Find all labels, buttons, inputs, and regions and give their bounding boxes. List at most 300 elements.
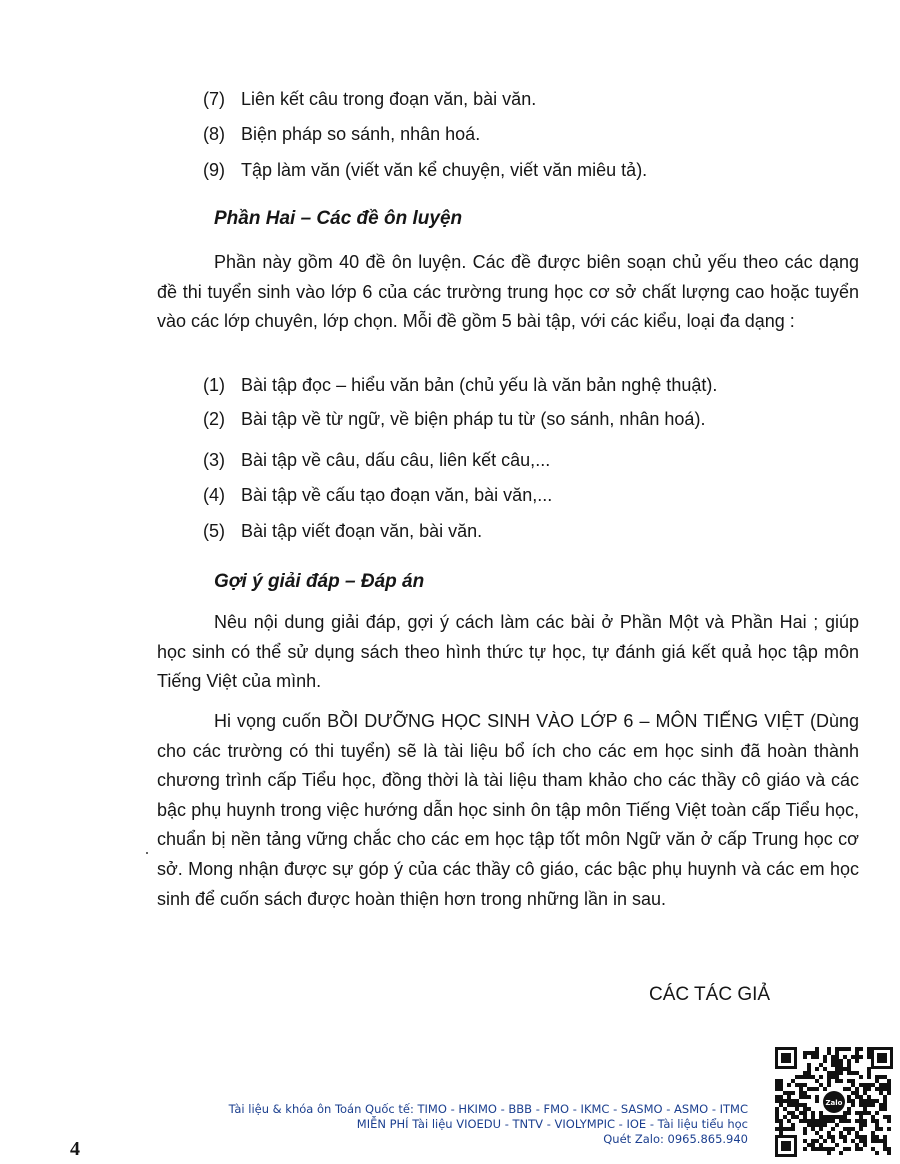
qr-module bbox=[883, 1099, 887, 1103]
qr-module bbox=[807, 1107, 811, 1111]
qr-module bbox=[863, 1103, 867, 1107]
qr-module bbox=[835, 1059, 839, 1063]
qr-module bbox=[815, 1147, 819, 1151]
qr-finder-bottom-left bbox=[775, 1135, 797, 1157]
qr-module bbox=[875, 1151, 879, 1155]
qr-module bbox=[851, 1099, 855, 1103]
footer-line-2: MIỄN PHÍ Tài liệu VIOEDU - TNTV - VIOLYMPIC - IOE - Tài liệu tiểu học bbox=[356, 1117, 748, 1131]
paragraph-answers: Nêu nội dung giải đáp, gợi ý cách làm các bài ở Phần Một và Phần Hai ; giúp học sinh có thể sử dụng sách theo hình thức tự học, tự đánh giá kết quả học tập môn Tiếng Việt của mình. bbox=[157, 612, 859, 692]
qr-module bbox=[835, 1051, 839, 1055]
qr-module bbox=[855, 1095, 859, 1099]
qr-module bbox=[879, 1139, 883, 1143]
qr-module bbox=[819, 1135, 823, 1139]
qr-module bbox=[883, 1107, 887, 1111]
qr-module bbox=[851, 1083, 855, 1087]
qr-module bbox=[887, 1147, 891, 1151]
qr-module bbox=[855, 1147, 859, 1151]
qr-module bbox=[851, 1071, 855, 1075]
qr-module bbox=[815, 1131, 819, 1135]
qr-module bbox=[795, 1103, 799, 1107]
qr-module bbox=[851, 1055, 855, 1059]
qr-module bbox=[819, 1075, 823, 1079]
qr-code[interactable] bbox=[773, 1045, 895, 1159]
qr-module bbox=[815, 1095, 819, 1099]
qr-module bbox=[863, 1143, 867, 1147]
qr-module bbox=[815, 1123, 819, 1127]
qr-module bbox=[839, 1063, 843, 1067]
qr-module bbox=[831, 1075, 835, 1079]
qr-module bbox=[859, 1083, 863, 1087]
qr-module bbox=[867, 1075, 871, 1079]
qr-module bbox=[823, 1087, 827, 1091]
qr-module bbox=[887, 1083, 891, 1087]
qr-module bbox=[807, 1063, 811, 1067]
qr-module bbox=[775, 1079, 779, 1083]
qr-module bbox=[867, 1095, 871, 1099]
qr-module bbox=[867, 1111, 871, 1115]
qr-module bbox=[867, 1047, 871, 1051]
qr-module bbox=[887, 1087, 891, 1091]
qr-module bbox=[787, 1095, 791, 1099]
qr-module bbox=[859, 1119, 863, 1123]
qr-module bbox=[803, 1083, 807, 1087]
qr-module bbox=[811, 1119, 815, 1123]
qr-module bbox=[779, 1079, 783, 1083]
qr-module bbox=[811, 1147, 815, 1151]
qr-module bbox=[803, 1131, 807, 1135]
qr-module bbox=[819, 1143, 823, 1147]
qr-module bbox=[851, 1139, 855, 1143]
qr-module bbox=[859, 1047, 863, 1051]
qr-module bbox=[795, 1107, 799, 1111]
qr-module bbox=[791, 1123, 795, 1127]
qr-module bbox=[855, 1111, 859, 1115]
qr-module bbox=[847, 1059, 851, 1063]
qr-module bbox=[855, 1119, 859, 1123]
qr-module bbox=[795, 1075, 799, 1079]
qr-module bbox=[779, 1123, 783, 1127]
qr-module bbox=[847, 1079, 851, 1083]
qr-module bbox=[863, 1107, 867, 1111]
qr-module bbox=[867, 1087, 871, 1091]
qr-module bbox=[863, 1123, 867, 1127]
qr-module bbox=[879, 1127, 883, 1131]
qr-module bbox=[811, 1075, 815, 1079]
qr-module bbox=[779, 1099, 783, 1103]
qr-module bbox=[815, 1139, 819, 1143]
qr-module bbox=[847, 1107, 851, 1111]
qr-module bbox=[859, 1095, 863, 1099]
qr-module bbox=[779, 1131, 783, 1135]
qr-module bbox=[783, 1099, 787, 1103]
qr-module bbox=[807, 1067, 811, 1071]
qr-module bbox=[823, 1139, 827, 1143]
qr-module bbox=[843, 1111, 847, 1115]
qr-module bbox=[807, 1119, 811, 1123]
qr-module bbox=[843, 1139, 847, 1143]
qr-module bbox=[843, 1135, 847, 1139]
qr-module bbox=[879, 1091, 883, 1095]
qr-module bbox=[827, 1051, 831, 1055]
qr-module bbox=[823, 1119, 827, 1123]
qr-module bbox=[855, 1059, 859, 1063]
qr-module bbox=[875, 1135, 879, 1139]
qr-module bbox=[787, 1111, 791, 1115]
qr-finder-top-right bbox=[871, 1047, 893, 1069]
qr-module bbox=[875, 1099, 879, 1103]
footer-promo bbox=[229, 1102, 748, 1147]
qr-module bbox=[811, 1087, 815, 1091]
qr-module bbox=[779, 1103, 783, 1107]
qr-module bbox=[819, 1111, 823, 1115]
qr-module bbox=[835, 1067, 839, 1071]
qr-module bbox=[863, 1099, 867, 1103]
qr-module bbox=[835, 1055, 839, 1059]
qr-module bbox=[831, 1055, 835, 1059]
qr-module bbox=[867, 1083, 871, 1087]
qr-module bbox=[819, 1115, 823, 1119]
qr-module bbox=[847, 1111, 851, 1115]
qr-module bbox=[819, 1119, 823, 1123]
qr-module bbox=[787, 1099, 791, 1103]
qr-module bbox=[799, 1087, 803, 1091]
qr-module bbox=[879, 1103, 883, 1107]
qr-module bbox=[779, 1127, 783, 1131]
qr-module bbox=[799, 1083, 803, 1087]
qr-module bbox=[855, 1087, 859, 1091]
qr-module bbox=[799, 1119, 803, 1123]
qr-module bbox=[855, 1051, 859, 1055]
qr-finder-top-left bbox=[775, 1047, 797, 1069]
qr-module bbox=[855, 1143, 859, 1147]
qr-module bbox=[831, 1059, 835, 1063]
qr-module bbox=[871, 1147, 875, 1151]
qr-module bbox=[867, 1051, 871, 1055]
zalo-logo-text: Zalo bbox=[825, 1099, 843, 1107]
list-item: (4) Bài tập về cấu tạo đoạn văn, bài văn,... bbox=[203, 485, 553, 505]
qr-module bbox=[887, 1127, 891, 1131]
qr-module bbox=[791, 1099, 795, 1103]
qr-module bbox=[847, 1067, 851, 1071]
qr-module bbox=[847, 1047, 851, 1051]
qr-module bbox=[847, 1087, 851, 1091]
qr-module bbox=[879, 1087, 883, 1091]
qr-module bbox=[867, 1103, 871, 1107]
list-item: (2) Bài tập về từ ngữ, về biện pháp tu từ (so sánh, nhân hoá). bbox=[203, 409, 706, 429]
qr-module bbox=[839, 1071, 843, 1075]
qr-module bbox=[799, 1095, 803, 1099]
qr-module bbox=[875, 1119, 879, 1123]
qr-module bbox=[883, 1103, 887, 1107]
qr-module bbox=[883, 1139, 887, 1143]
qr-module bbox=[811, 1051, 815, 1055]
qr-module bbox=[835, 1047, 839, 1051]
qr-module bbox=[863, 1119, 867, 1123]
qr-module bbox=[835, 1143, 839, 1147]
qr-module bbox=[863, 1135, 867, 1139]
qr-module bbox=[851, 1079, 855, 1083]
qr-module bbox=[815, 1119, 819, 1123]
qr-module bbox=[827, 1135, 831, 1139]
qr-module bbox=[859, 1127, 863, 1131]
qr-module bbox=[815, 1055, 819, 1059]
qr-module bbox=[887, 1091, 891, 1095]
qr-module bbox=[859, 1055, 863, 1059]
qr-module bbox=[883, 1135, 887, 1139]
qr-module bbox=[887, 1079, 891, 1083]
qr-module bbox=[859, 1135, 863, 1139]
qr-module bbox=[787, 1127, 791, 1131]
qr-module bbox=[883, 1083, 887, 1087]
qr-module bbox=[815, 1079, 819, 1083]
qr-module bbox=[859, 1147, 863, 1151]
qr-module bbox=[843, 1067, 847, 1071]
qr-module bbox=[859, 1111, 863, 1115]
qr-module bbox=[795, 1083, 799, 1087]
qr-module bbox=[823, 1123, 827, 1127]
section-heading-answers: Gợi ý giải đáp – Đáp án bbox=[214, 571, 425, 592]
qr-module bbox=[831, 1115, 835, 1119]
qr-module bbox=[811, 1115, 815, 1119]
list-item: (9) Tập làm văn (viết văn kể chuyện, viết văn miêu tả). bbox=[203, 160, 648, 180]
qr-module bbox=[875, 1087, 879, 1091]
paragraph-part-two: Phần này gồm 40 đề ôn luyện. Các đề được biên soạn chủ yếu theo các dạng đề thi tuyển sinh vào lớp 6 của các trường trung học cơ sở chất lượng cao hoặc tuyển vào các lớp chuyên, lớp chọn. Mỗi đề gồm 5 bài tập, với các kiểu, loại đa dạng : bbox=[157, 252, 859, 332]
qr-module bbox=[831, 1135, 835, 1139]
qr-module bbox=[823, 1067, 827, 1071]
qr-module bbox=[855, 1091, 859, 1095]
qr-module bbox=[799, 1075, 803, 1079]
qr-module bbox=[863, 1139, 867, 1143]
qr-module bbox=[879, 1083, 883, 1087]
qr-module bbox=[811, 1143, 815, 1147]
qr-module bbox=[815, 1099, 819, 1103]
qr-module bbox=[815, 1047, 819, 1051]
qr-module bbox=[787, 1091, 791, 1095]
qr-module bbox=[775, 1095, 779, 1099]
qr-module bbox=[847, 1099, 851, 1103]
qr-module bbox=[859, 1139, 863, 1143]
paragraph-closing: Hi vọng cuốn BỒI DƯỠNG HỌC SINH VÀO LỚP 6 – MÔN TIẾNG VIỆT (Dùng cho các trường có thi tuyển) sẽ là tài liệu bổ ích cho các em học sinh đã hoàn thành chương trình cấp Tiểu học, đồng thời là tài liệu tham khảo cho các thầy cô giáo và các bậc phụ huynh trong việc hướng dẫn học sinh ôn tập môn Tiếng Việt toàn cấp Tiểu học, chuẩn bị nền tảng vững chắc cho các em học tập tốt môn Ngữ văn ở cấp Trung học cơ sở. Mong nhận được sự góp ý của các thầy cô giáo, các bậc phụ huynh và các em học sinh để cuốn sách được hoàn thiện hơn trong những lần in sau. bbox=[157, 711, 859, 909]
qr-module bbox=[871, 1119, 875, 1123]
page-number: 4 bbox=[70, 1138, 80, 1160]
qr-module bbox=[847, 1095, 851, 1099]
qr-module bbox=[775, 1099, 779, 1103]
list-item: (1) Bài tập đọc – hiểu văn bản (chủ yếu là văn bản nghệ thuật). bbox=[203, 375, 718, 395]
qr-module bbox=[819, 1147, 823, 1151]
qr-module bbox=[827, 1083, 831, 1087]
qr-module bbox=[835, 1071, 839, 1075]
qr-module bbox=[847, 1131, 851, 1135]
qr-module bbox=[827, 1115, 831, 1119]
qr-module bbox=[863, 1111, 867, 1115]
qr-module bbox=[875, 1079, 879, 1083]
qr-module bbox=[827, 1047, 831, 1051]
qr-module bbox=[811, 1139, 815, 1143]
qr-module bbox=[803, 1127, 807, 1131]
qr-module bbox=[775, 1119, 779, 1123]
qr-module bbox=[839, 1119, 843, 1123]
qr-module bbox=[855, 1047, 859, 1051]
qr-module bbox=[875, 1139, 879, 1143]
qr-module bbox=[827, 1075, 831, 1079]
qr-module bbox=[807, 1123, 811, 1127]
qr-module bbox=[843, 1047, 847, 1051]
qr-module bbox=[779, 1119, 783, 1123]
qr-module bbox=[815, 1087, 819, 1091]
qr-module bbox=[823, 1059, 827, 1063]
qr-module bbox=[847, 1119, 851, 1123]
qr-module bbox=[831, 1063, 835, 1067]
qr-module bbox=[815, 1067, 819, 1071]
qr-module bbox=[791, 1115, 795, 1119]
qr-module bbox=[803, 1107, 807, 1111]
qr-module bbox=[783, 1107, 787, 1111]
qr-module bbox=[791, 1127, 795, 1131]
qr-module bbox=[807, 1143, 811, 1147]
qr-module bbox=[819, 1063, 823, 1067]
qr-module bbox=[819, 1123, 823, 1127]
qr-module bbox=[823, 1147, 827, 1151]
qr-module bbox=[863, 1083, 867, 1087]
qr-module bbox=[803, 1103, 807, 1107]
qr-module bbox=[851, 1103, 855, 1107]
qr-module bbox=[883, 1075, 887, 1079]
qr-module bbox=[827, 1151, 831, 1155]
qr-module bbox=[887, 1119, 891, 1123]
qr-module bbox=[871, 1083, 875, 1087]
qr-module bbox=[875, 1123, 879, 1127]
qr-module bbox=[879, 1107, 883, 1111]
qr-module bbox=[779, 1083, 783, 1087]
qr-module bbox=[835, 1123, 839, 1127]
qr-module bbox=[875, 1075, 879, 1079]
qr-module bbox=[835, 1115, 839, 1119]
qr-module bbox=[807, 1071, 811, 1075]
qr-module bbox=[855, 1055, 859, 1059]
qr-module bbox=[787, 1103, 791, 1107]
qr-module bbox=[839, 1067, 843, 1071]
qr-module bbox=[887, 1151, 891, 1155]
qr-module bbox=[819, 1127, 823, 1131]
footer-line-1: Tài liệu & khóa ôn Toán Quốc tế: TIMO - HKIMO - BBB - FMO - IKMC - SASMO - ASMO - ITMC bbox=[228, 1102, 748, 1116]
qr-module bbox=[799, 1111, 803, 1115]
qr-module bbox=[851, 1127, 855, 1131]
qr-module bbox=[831, 1119, 835, 1123]
qr-module bbox=[859, 1099, 863, 1103]
qr-module bbox=[811, 1055, 815, 1059]
qr-module bbox=[851, 1091, 855, 1095]
qr-module bbox=[803, 1147, 807, 1151]
qr-module bbox=[827, 1071, 831, 1075]
qr-module bbox=[803, 1095, 807, 1099]
qr-module bbox=[879, 1075, 883, 1079]
qr-module bbox=[847, 1071, 851, 1075]
qr-module bbox=[803, 1051, 807, 1055]
qr-module bbox=[871, 1131, 875, 1135]
qr-module bbox=[827, 1119, 831, 1123]
qr-module bbox=[803, 1139, 807, 1143]
qr-module bbox=[883, 1095, 887, 1099]
qr-module bbox=[859, 1115, 863, 1119]
qr-module bbox=[867, 1055, 871, 1059]
qr-module bbox=[887, 1115, 891, 1119]
qr-module bbox=[775, 1127, 779, 1131]
qr-module bbox=[855, 1135, 859, 1139]
qr-module bbox=[803, 1071, 807, 1075]
qr-module bbox=[847, 1063, 851, 1067]
qr-module bbox=[843, 1119, 847, 1123]
qr-module bbox=[795, 1099, 799, 1103]
qr-module bbox=[803, 1091, 807, 1095]
qr-module bbox=[823, 1115, 827, 1119]
qr-module bbox=[835, 1079, 839, 1083]
qr-module bbox=[803, 1115, 807, 1119]
qr-module bbox=[803, 1111, 807, 1115]
qr-module bbox=[843, 1147, 847, 1151]
qr-module bbox=[831, 1139, 835, 1143]
qr-module bbox=[855, 1131, 859, 1135]
qr-module bbox=[799, 1103, 803, 1107]
qr-module bbox=[779, 1087, 783, 1091]
list-item: (5) Bài tập viết đoạn văn, bài văn. bbox=[203, 521, 483, 541]
list-item: (8) Biện pháp so sánh, nhân hoá. bbox=[203, 124, 481, 144]
qr-module bbox=[839, 1079, 843, 1083]
qr-module bbox=[807, 1087, 811, 1091]
qr-module bbox=[803, 1055, 807, 1059]
qr-module bbox=[775, 1087, 779, 1091]
qr-module bbox=[783, 1115, 787, 1119]
qr-module bbox=[843, 1087, 847, 1091]
qr-module bbox=[875, 1127, 879, 1131]
qr-module bbox=[775, 1107, 779, 1111]
qr-module bbox=[807, 1051, 811, 1055]
qr-module bbox=[807, 1075, 811, 1079]
qr-module bbox=[791, 1103, 795, 1107]
qr-module bbox=[783, 1127, 787, 1131]
qr-module bbox=[827, 1147, 831, 1151]
qr-module bbox=[883, 1143, 887, 1147]
qr-module bbox=[831, 1147, 835, 1151]
zalo-logo-icon bbox=[821, 1089, 847, 1115]
qr-module bbox=[791, 1079, 795, 1083]
qr-module bbox=[859, 1103, 863, 1107]
qr-module bbox=[867, 1099, 871, 1103]
qr-module bbox=[811, 1123, 815, 1127]
qr-module bbox=[795, 1115, 799, 1119]
qr-module bbox=[839, 1047, 843, 1051]
qr-module bbox=[823, 1055, 827, 1059]
qr-module bbox=[779, 1095, 783, 1099]
qr-module bbox=[843, 1115, 847, 1119]
qr-module bbox=[811, 1127, 815, 1131]
qr-module bbox=[871, 1115, 875, 1119]
qr-module bbox=[863, 1087, 867, 1091]
qr-module bbox=[811, 1111, 815, 1115]
qr-module bbox=[787, 1119, 791, 1123]
qr-module bbox=[867, 1067, 871, 1071]
qr-module bbox=[775, 1111, 779, 1115]
qr-module bbox=[839, 1131, 843, 1135]
qr-module bbox=[783, 1091, 787, 1095]
qr-module bbox=[855, 1071, 859, 1075]
qr-module bbox=[819, 1083, 823, 1087]
qr-module bbox=[839, 1135, 843, 1139]
qr-module bbox=[791, 1111, 795, 1115]
qr-module bbox=[791, 1091, 795, 1095]
qr-module bbox=[827, 1131, 831, 1135]
qr-module bbox=[871, 1099, 875, 1103]
qr-module bbox=[839, 1059, 843, 1063]
